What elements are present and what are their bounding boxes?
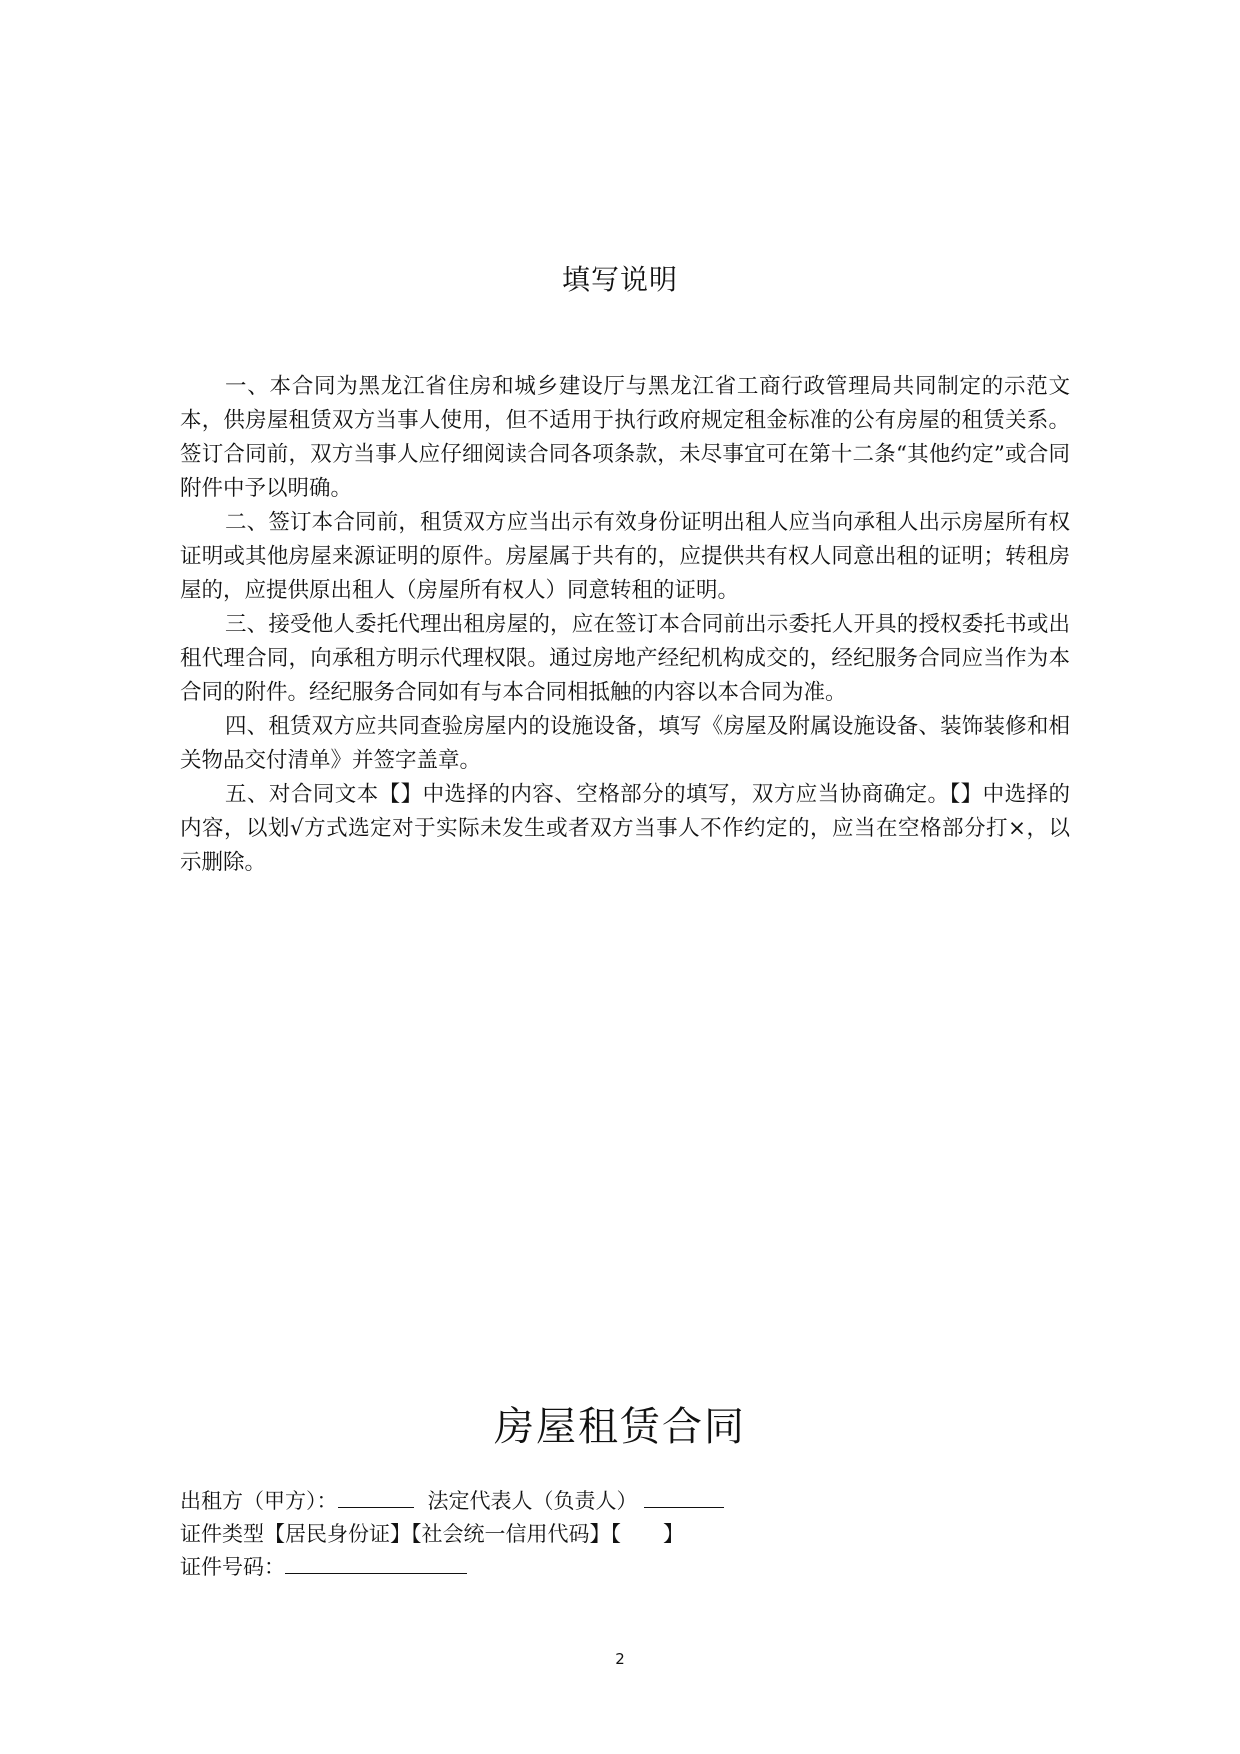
lessor-line (180, 1485, 1060, 1518)
id-type-options[interactable]: 【居民身份证】【社会统一信用代码】【 】 (264, 1522, 684, 1546)
instruction-paragraph-1: 一、本合同为黑龙江省住房和城乡建设厅与黑龙江省工商行政管理局共同制定的示范文本，供房屋租赁双方当事人使用，但不适用于执行政府规定租金标准的公有房屋的租赁关系。签订合同前，双方当事人应仔细阅读合同各项条款，未尽事宜可在第十二条“其他约定”或合同附件中予以明确。 (180, 374, 1070, 501)
page-number: 2 (615, 1650, 625, 1668)
contract-title: 房屋租赁合同 (494, 1404, 746, 1450)
id-number-line (180, 1551, 1060, 1584)
instruction-paragraph-4: 四、租赁双方应共同查验房屋内的设施设备，填写《房屋及附属设施设备、装饰装修和相关物品交付清单》并签字盖章。 (180, 714, 1070, 773)
instruction-paragraph-5: 五、对合同文本【】中选择的内容、空格部分的填写，双方应当协商确定。【】中选择的内容，以划√方式选定对于实际未发生或者双方当事人不作约定的，应当在空格部分打×，以示删除。 (180, 782, 1070, 875)
instructions-title: 填写说明 (561, 263, 678, 296)
id-type-line (180, 1518, 1060, 1551)
instruction-paragraph-3: 三、接受他人委托代理出租房屋的，应在签订本合同前出示委托人开具的授权委托书或出租代理合同，向承租方明示代理权限。通过房地产经纪机构成交的，经纪服务合同应当作为本合同的附件。经纪服务合同如有与本合同相抵触的内容以本合同为准。 (180, 612, 1070, 705)
legal-rep-blank[interactable] (644, 1485, 724, 1508)
id-number-blank[interactable] (285, 1551, 467, 1574)
legal-rep-label: 法定代表人（负责人） (427, 1489, 638, 1513)
instruction-paragraph-2: 二、签订本合同前，租赁双方应当出示有效身份证明出租人应当向承租人出示房屋所有权证明或其他房屋来源证明的原件。房屋属于共有的，应提供共有权人同意出租的证明；转租房屋的，应提供原出租人（房屋所有权人）同意转租的证明。 (180, 510, 1070, 603)
party-info (180, 1485, 1060, 1584)
lessor-label: 出租方（甲方）： (180, 1489, 338, 1513)
lessor-name-blank[interactable] (338, 1485, 414, 1508)
id-type-label: 证件类型 (180, 1522, 264, 1546)
instructions-body (180, 370, 1070, 880)
id-number-label: 证件号码： (180, 1555, 285, 1579)
